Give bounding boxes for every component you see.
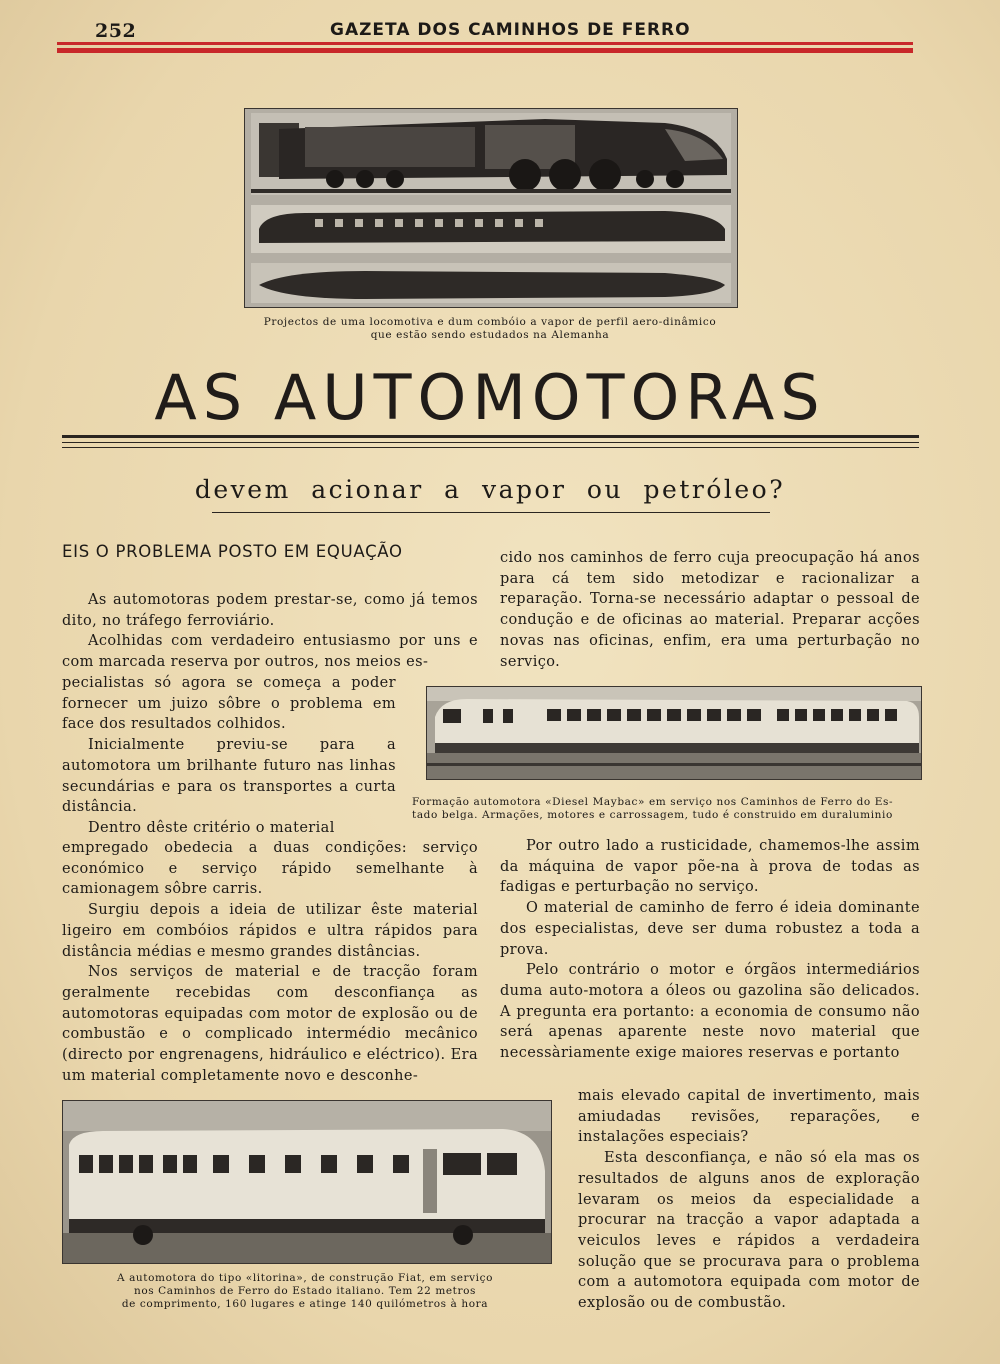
right-column-middle	[500, 836, 920, 1064]
left-column-top	[62, 590, 478, 673]
title-rule-1	[62, 435, 919, 438]
steam-locomotive-photo	[244, 108, 738, 308]
paragraph: Acolhidas com verdadeiro entusiasmo por uns e com marcada reserva por outros, nos meios es-	[62, 633, 478, 671]
litorina-railcar-drawing	[63, 1101, 551, 1263]
paragraph: As automotoras podem prestar-se, como já temos dito, no tráfego ferroviário.	[62, 592, 478, 629]
left-column-wrapped	[62, 673, 396, 839]
bottom-caption-line: A automotora do tipo «litorina», de construção Fiat, em serviço	[116, 1272, 494, 1284]
left-column-lower	[62, 838, 478, 1086]
right-column-top	[500, 548, 920, 672]
top-caption-line: Projectos de uma locomotiva e dum combóio a vapor de perfil aero-dinâmico	[263, 316, 717, 328]
header-rule-top	[57, 42, 913, 45]
top-figure-caption	[200, 316, 780, 342]
paragraph: mais elevado capital de invertimento, mais amiudadas revisões, reparações, e instalações especiais?	[578, 1088, 920, 1146]
section-heading: EIS O PROBLEMA POSTO EM EQUAÇÃO	[62, 542, 403, 561]
paragraph: Dentro dêste critério o material	[88, 819, 335, 836]
paragraph: Surgiu depois a ideia de utilizar êste material ligeiro em combóios rápidos e ultra rápidos para distância médias e mesmo grandes distâncias.	[62, 902, 478, 960]
middle-figure-caption	[412, 796, 922, 822]
subtitle-rule	[212, 512, 770, 513]
paragraph: Pelo contrário o motor e órgãos intermediários duma auto-motora a óleos ou gazolina são delicados. A pregunta era portanto: a economia de consumo não será apenas aparente neste novo material que necessàriamente exige maiores reservas e portanto	[500, 962, 920, 1062]
paragraph: empregado obedecia a duas condições: serviço económico e serviço rápido semelhante à camionagem sôbre carris.	[62, 840, 478, 898]
middle-caption-line: tado belga. Armações, motores e carrossagem, tudo é construido em duraluminio	[412, 809, 893, 821]
paragraph: Inicialmente previu-se para a automotora um brilhante futuro nas linhas secundárias e para os transportes a curta distância.	[62, 737, 396, 816]
article-subtitle: devem acionar a vapor ou petróleo?	[194, 475, 786, 504]
right-column-lower	[578, 1086, 920, 1314]
litorina-railcar-photo	[62, 1100, 552, 1264]
diesel-railcar-drawing	[427, 687, 921, 779]
title-rule-3	[62, 447, 919, 448]
paragraph: Nos serviços de material e de tracção foram geralmente recebidas com desconfiança as automotoras equipadas com motor de explosão ou de combustão e o complicado intermédio mecânico (directo por engrenagens, hidráulico e eléctrico). Era um material completamente novo e desconhe-	[62, 964, 478, 1084]
article-title: AS AUTOMOTORAS	[154, 361, 826, 434]
paragraph: pecialistas só agora se começa a poder fornecer um juizo sôbre o problema em face dos resultados colhidos.	[62, 675, 396, 733]
page-number: 252	[95, 20, 137, 42]
running-title: GAZETA DOS CAMINHOS DE FERRO	[330, 20, 691, 40]
middle-caption-line: Formação automotora «Diesel Maybac» em serviço nos Caminhos de Ferro do Es-	[412, 796, 894, 808]
paragraph: O material de caminho de ferro é ideia dominante dos especialistas, deve ser duma robustez a toda a prova.	[500, 900, 920, 958]
bottom-caption-line: nos Caminhos de Ferro do Estado italiano. Tem 22 metros	[133, 1285, 477, 1297]
paragraph: cido nos caminhos de ferro cuja preocupação há anos para cá tem sido metodizar e racionalizar a reparação. Torna-se necessário adaptar o pessoal de condução e de oficinas ao material. Preparar acções novas nas oficinas, enfim, era uma perturbação no serviço.	[500, 550, 920, 670]
paragraph: Esta desconfiança, e não só ela mas os resultados de alguns anos de exploração levaram os meios da especialidade a procurar na tracção a vapor adaptada a veiculos leves e rápidos a verdadeira solução que se procurava para o problema com a automotora equipada com motor de explosão ou de combustão.	[578, 1150, 920, 1312]
title-rule-2	[62, 442, 919, 443]
top-caption-line: que estão sendo estudados na Alemanha	[370, 329, 610, 341]
bottom-figure-caption	[100, 1272, 510, 1311]
locomotive-drawing	[245, 109, 737, 307]
header-rule-bottom	[57, 48, 913, 53]
diesel-railcar-photo	[426, 686, 922, 780]
bottom-caption-line: de comprimento, 160 lugares e atinge 140 quilómetros à hora	[121, 1298, 489, 1310]
paragraph: Por outro lado a rusticidade, chamemos-lhe assim da máquina de vapor põe-na à prova de todas as fadigas e perturbação no serviço.	[500, 838, 920, 896]
